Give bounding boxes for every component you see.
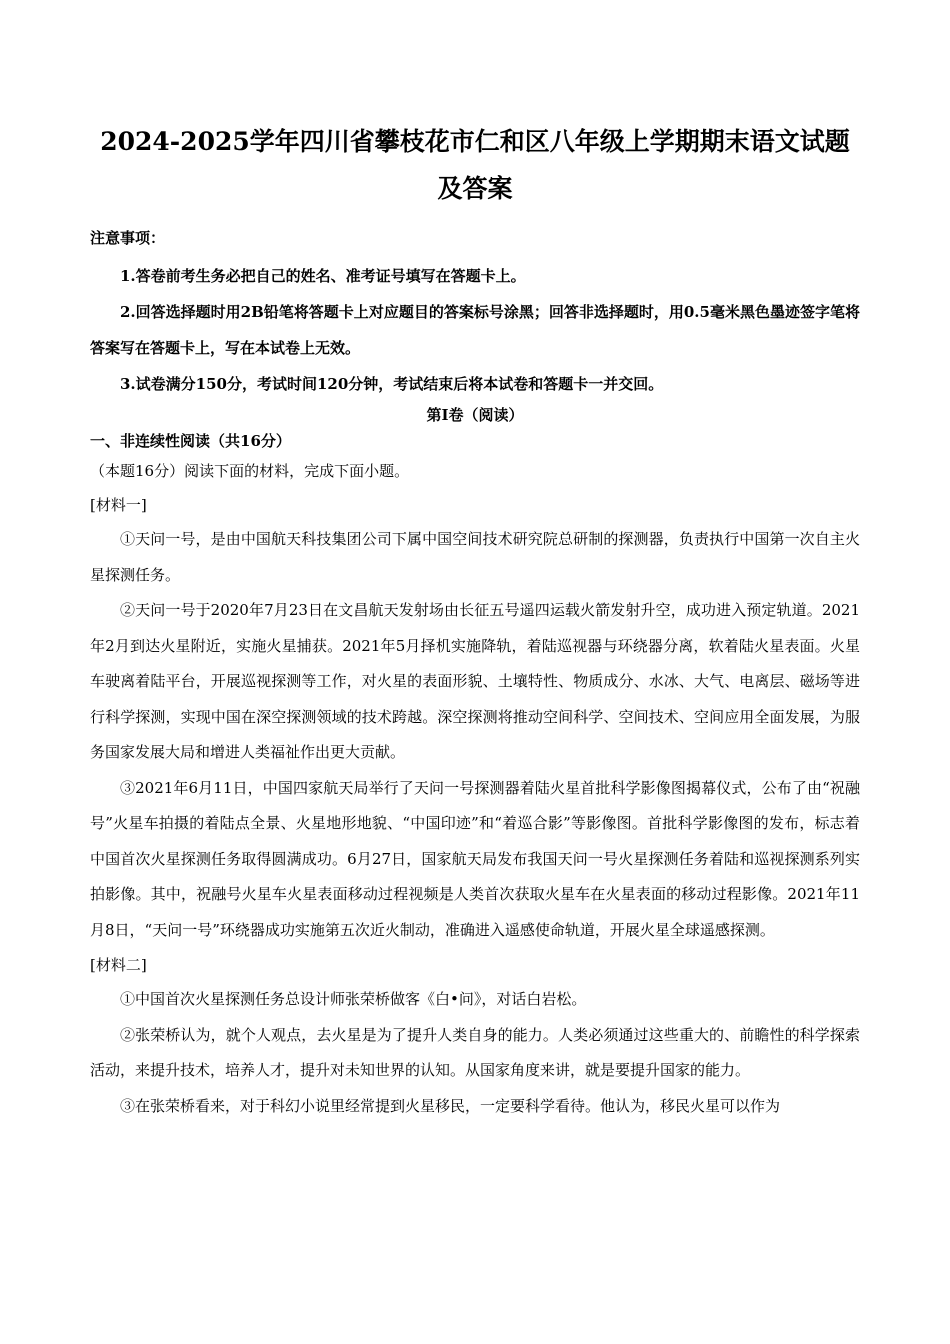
material-paragraph: ③在张荣桥看来，对于科幻小说里经常提到火星移民，一定要科学看待。他认为，移民火星可以作为 bbox=[120, 1096, 781, 1115]
material-two bbox=[90, 948, 860, 1124]
part-heading: 一、非连续性阅读（共16分） bbox=[90, 432, 291, 450]
material-paragraph: ①天问一号，是由中国航天科技集团公司下属中国空间技术研究院总研制的探测器，负责执行中国第一次自主火星探测任务。 bbox=[90, 530, 860, 584]
material-paragraph: ②张荣桥认为，就个人观点，去火星是为了提升人类自身的能力。人类必须通过这些重大的、前瞻性的科学探索活动，来提升技术，培养人才，提升对未知世界的认知。从国家角度来讲，就是要提升国家的能力。 bbox=[90, 1025, 860, 1079]
note-item: 2.回答选择题时用2B铅笔将答题卡上对应题目的答案标号涂黑；回答非选择题时，用0.5毫米黑色墨迹签字笔将答案写在答题卡上，写在本试卷上无效。 bbox=[90, 303, 860, 357]
note-item: 1.答卷前考生务必把自己的姓名、准考证号填写在答题卡上。 bbox=[120, 267, 526, 285]
material-paragraph: ①中国首次火星探测任务总设计师张荣桥做客《白•问》，对话白岩松。 bbox=[120, 990, 587, 1008]
material-paragraph: ③2021年6月11日，中国四家航天局举行了天问一号探测器着陆火星首批科学影像图揭幕仪式，公布了由“祝融号”火星车拍摄的着陆点全景、火星地形地貌、“中国印迹”和“着巡合影”等影像图。首批科学影像图的发布，标志着中国首次火星探测任务取得圆满成功。6月27日，国家航天局发布我国天问一号火星探测任务着陆和巡视探测系列实拍影像。其中，祝融号火星车火星表面移动过程视频是人类首次获取火星车在火星表面的移动过程影像。2021年11月8日，“天问一号”环绕器成功实施第五次近火制动，准确进入遥感使命轨道，开展火星全球遥感探测。 bbox=[90, 778, 860, 939]
page-title: 2024-2025学年四川省攀枝花市仁和区八年级上学期期末语文试题及答案 bbox=[100, 127, 850, 203]
notes-section bbox=[90, 224, 860, 402]
section-title: 第Ⅰ卷（阅读） bbox=[426, 406, 524, 424]
note-item: 3.试卷满分150分，考试时间120分钟，考试结束后将本试卷和答题卡一并交回。 bbox=[120, 375, 664, 393]
material-label: [材料一] bbox=[90, 496, 147, 514]
question-instruction: （本题16分）阅读下面的材料，完成下面小题。 bbox=[90, 462, 410, 480]
material-one bbox=[90, 488, 860, 948]
material-paragraph: ②天问一号于2020年7月23日在文昌航天发射场由长征五号遥四运载火箭发射升空，成功进入预定轨道。2021年2月到达火星附近，实施火星捕获。2021年5月择机实施降轨，着陆巡视器与环绕器分离，软着陆火星表面。火星车驶离着陆平台，开展巡视探测等工作，对火星的表面形貌、土壤特性、物质成分、水冰、大气、电离层、磁场等进行科学探测，实现中国在深空探测领域的技术跨越。深空探测将推动空间科学、空间技术、空间应用全面发展，为服务国家发展大局和增进人类福祉作出更大贡献。 bbox=[90, 601, 860, 761]
notes-heading: 注意事项： bbox=[90, 229, 166, 247]
material-label: [材料二] bbox=[90, 956, 147, 974]
